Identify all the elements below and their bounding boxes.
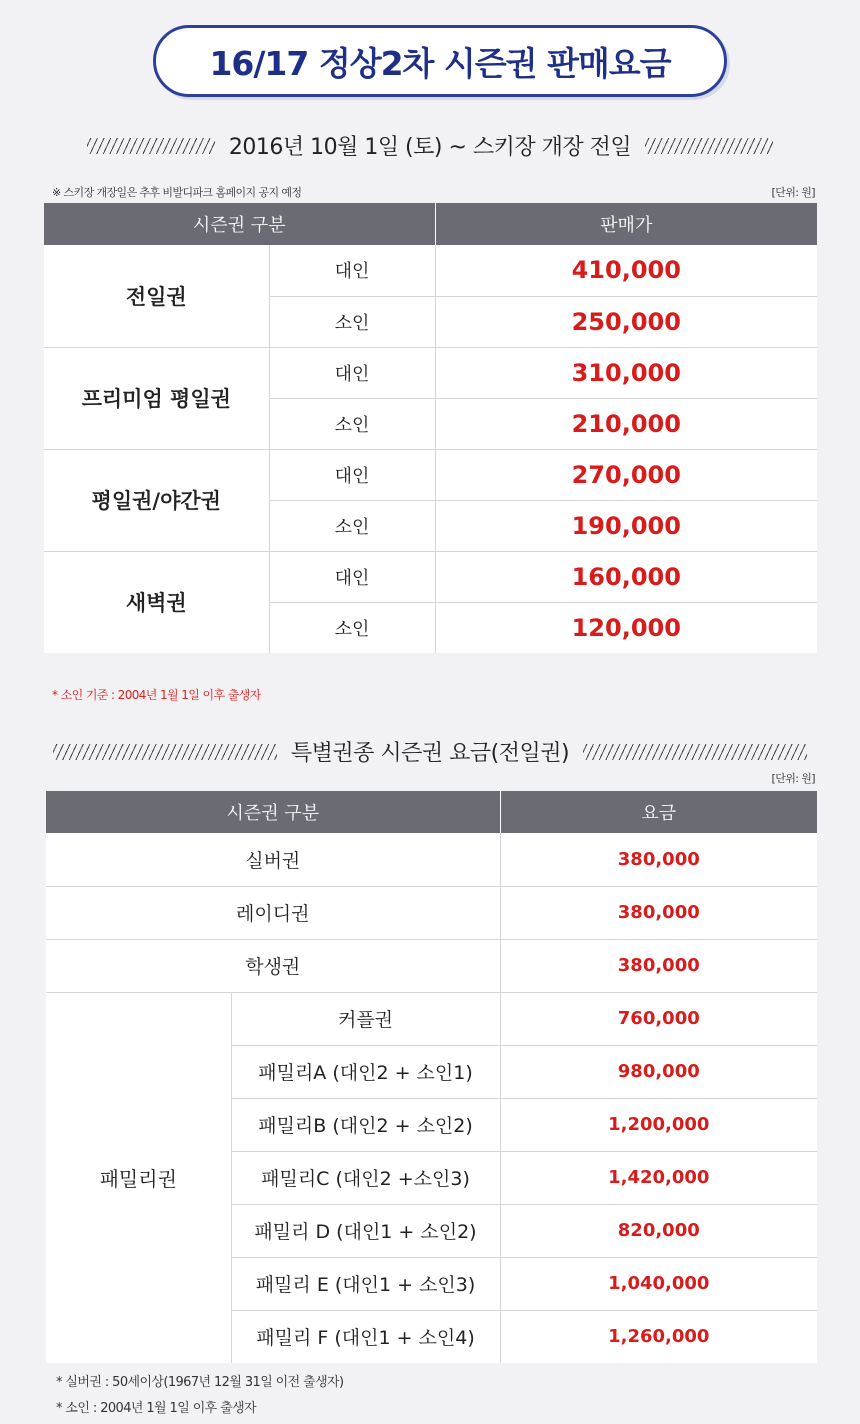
hatch-decoration-right xyxy=(583,744,807,760)
unit-label: [단위: 원] xyxy=(771,772,815,785)
pass-name: 패밀리 F (대인1 + 소인4) xyxy=(231,1310,500,1363)
hatch-decoration-left xyxy=(53,744,277,760)
pass-name: 커플권 xyxy=(231,992,500,1045)
pass-name: 패밀리B (대인2 + 소인2) xyxy=(231,1098,500,1151)
section2-heading-text: 특별권종 시즌권 요금(전일권) xyxy=(290,741,570,766)
price-value: 310,000 xyxy=(435,347,817,398)
child-criteria-note: * 소인 : 2004년 1월 1일 이후 출생자 xyxy=(56,1401,257,1416)
age-group: 대인 xyxy=(269,551,435,602)
table-row xyxy=(46,939,817,992)
price-value: 210,000 xyxy=(435,398,817,449)
table-row xyxy=(44,245,817,296)
opening-day-note: ※ 스키장 개장일은 추후 비발디파크 홈페이지 공지 예정 xyxy=(52,186,302,199)
age-group: 소인 xyxy=(269,500,435,551)
price-value: 760,000 xyxy=(500,992,817,1045)
price-value: 1,420,000 xyxy=(500,1151,817,1204)
silver-pass-note: * 실버권 : 50세이상(1967년 12월 31일 이전 출생자) xyxy=(56,1375,344,1390)
header-pass-type: 시즌권 구분 xyxy=(44,203,435,245)
price-value: 380,000 xyxy=(500,833,817,886)
pass-category: 평일권/야간권 xyxy=(44,449,269,551)
family-pass-category: 패밀리권 xyxy=(46,992,231,1363)
price-value: 190,000 xyxy=(435,500,817,551)
season-pass-price-table xyxy=(44,203,817,653)
pass-category: 새벽권 xyxy=(44,551,269,653)
section1-heading-text: 2016년 10월 1일 (토) ~ 스키장 개장 전일 xyxy=(228,135,632,160)
price-value: 380,000 xyxy=(500,939,817,992)
age-group: 대인 xyxy=(269,347,435,398)
price-value: 1,260,000 xyxy=(608,1326,710,1348)
hatch-decoration-left xyxy=(87,138,215,154)
pass-name: 패밀리 D (대인1 + 소인2) xyxy=(231,1204,500,1257)
age-group: 소인 xyxy=(269,296,435,347)
pass-name: 레이디권 xyxy=(46,886,500,939)
table-row xyxy=(44,347,817,398)
age-group: 대인 xyxy=(269,449,435,500)
price-value: 820,000 xyxy=(500,1204,817,1257)
price-value: 120,000 xyxy=(571,613,681,642)
pass-name: 패밀리C (대인2 +소인3) xyxy=(231,1151,500,1204)
child-criteria-note: * 소인 기준 : 2004년 1월 1일 이후 출생자 xyxy=(52,688,261,702)
price-value: 250,000 xyxy=(435,296,817,347)
table-header-row xyxy=(46,791,817,833)
age-group: 대인 xyxy=(269,245,435,296)
pass-name: 패밀리A (대인2 + 소인1) xyxy=(231,1045,500,1098)
table-row xyxy=(44,551,817,602)
pass-name: 학생권 xyxy=(46,939,500,992)
table-row xyxy=(46,886,817,939)
table-row xyxy=(44,449,817,500)
header-price: 판매가 xyxy=(435,203,817,245)
price-value: 1,200,000 xyxy=(500,1098,817,1151)
age-group: 소인 xyxy=(269,398,435,449)
price-value: 410,000 xyxy=(435,245,817,296)
special-pass-price-table xyxy=(46,791,817,1363)
price-value: 160,000 xyxy=(435,551,817,602)
price-value: 380,000 xyxy=(500,886,817,939)
price-value: 270,000 xyxy=(435,449,817,500)
section1-heading xyxy=(0,130,860,161)
price-value: 1,040,000 xyxy=(500,1257,817,1310)
page-title-pill xyxy=(153,25,727,97)
table-row xyxy=(46,833,817,886)
pass-name: 패밀리 E (대인1 + 소인3) xyxy=(231,1257,500,1310)
page-title: 16/17 정상2차 시즌권 판매요금 xyxy=(209,43,671,83)
header-fee: 요금 xyxy=(500,791,817,833)
price-value: 980,000 xyxy=(500,1045,817,1098)
pass-category: 전일권 xyxy=(44,245,269,347)
hatch-decoration-right xyxy=(645,138,773,154)
header-pass-type: 시즌권 구분 xyxy=(46,791,500,833)
table-header-row xyxy=(44,203,817,245)
pass-name: 실버권 xyxy=(46,833,500,886)
section2-heading xyxy=(0,736,860,767)
unit-label: [단위: 원] xyxy=(771,186,815,199)
age-group: 소인 xyxy=(269,602,435,653)
pass-category: 프리미엄 평일권 xyxy=(44,347,269,449)
table-row xyxy=(46,992,817,1045)
